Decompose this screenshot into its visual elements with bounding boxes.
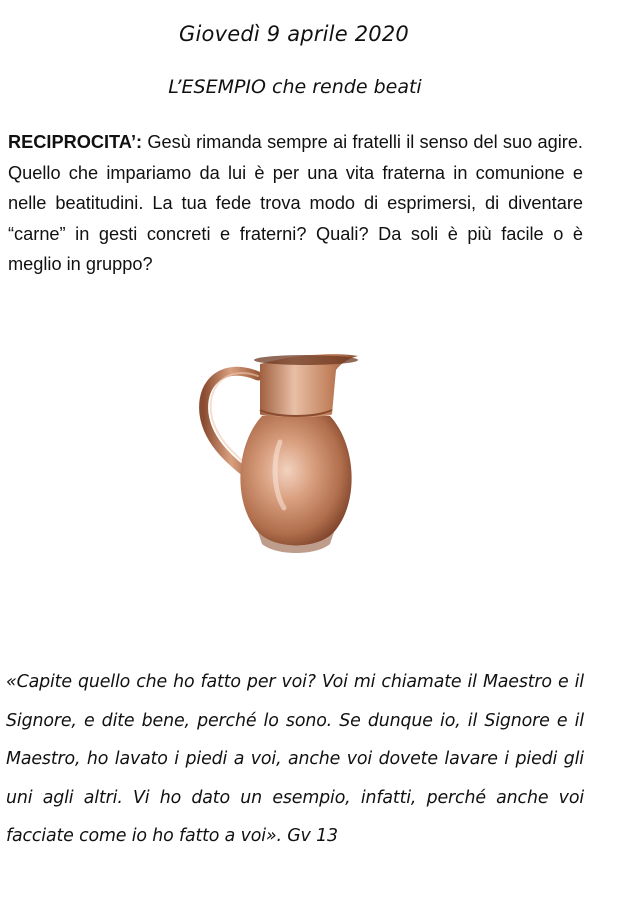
date-heading: Giovedì 9 aprile 2020 <box>179 22 409 46</box>
reflection-paragraph <box>8 127 583 280</box>
gospel-quote: «Capite quello che ho fatto per voi? Voi mi chiamate il Maestro e il Signore, e dite bene, perché lo sono. Se dunque io, il Signore e il Maestro, ho lavato i piedi a voi, anche voi dovete lavare i piedi gli uni agli altri. Vi ho dato un esempio, infatti, perché anche voi facciate come io ho fatto a voi». Gv 13 <box>6 672 584 846</box>
reflection-lead: RECIPROCITA’: <box>8 132 143 152</box>
copper-jug-icon <box>196 352 386 562</box>
reflection-text: Gesù rimanda sempre ai fratelli il senso del suo agire. Quello che impariamo da lui è per una vita fraterna in comunione e nelle beatitudini. La tua fede trova modo di esprimersi, di diventare “carne” in gesti concreti e fraterni? Quali? Da soli è più facile o è meglio in gruppo? <box>8 132 583 274</box>
page-title: L’ESEMPIO che rende beati <box>168 76 422 98</box>
